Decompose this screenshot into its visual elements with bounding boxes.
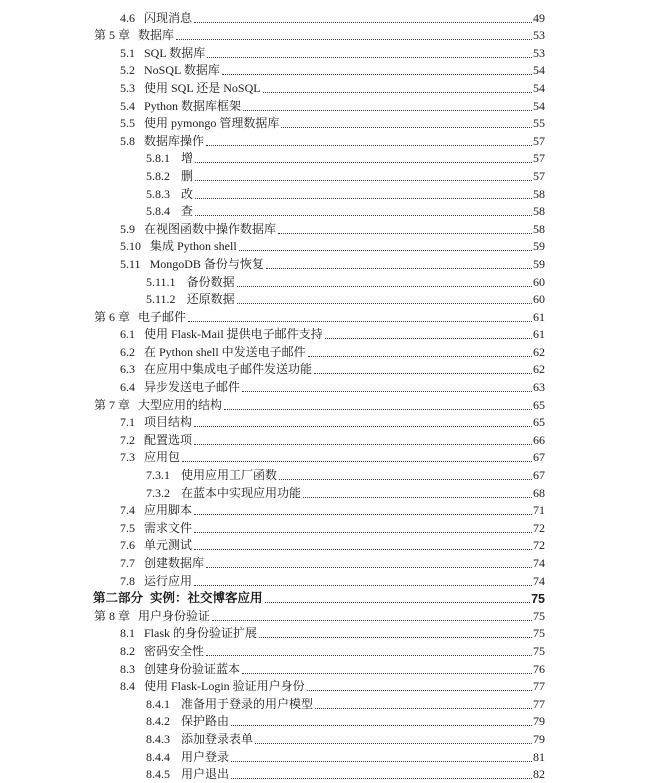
toc-entry-page: 65 [533,415,545,430]
toc-entry-title: 查 [181,204,194,219]
toc-entry [120,624,545,642]
toc-entry-page: 58 [533,221,545,236]
toc-entry [120,448,545,466]
toc-entry-title: 集成 Python shell [150,239,237,254]
toc-entry-page: 62 [533,344,545,359]
toc-entry [146,694,545,712]
toc-entry [120,518,545,536]
toc-leader-dots [308,356,532,357]
toc-entry-title: 项目结构 [144,415,193,430]
toc-entry-page: 49 [533,10,545,25]
toc-entry-title: 数据库操作 [144,133,205,148]
toc-entry-title: 在视图函数中操作数据库 [144,221,277,236]
toc-entry [93,589,545,607]
toc-entry-title: 改 [181,186,194,201]
toc-entry-page: 72 [533,520,545,535]
toc-leader-dots [243,110,532,111]
toc-entry-page: 57 [533,151,545,166]
toc-entry-title: 使用应用工厂函数 [181,468,278,483]
toc-entry-page: 57 [533,168,545,183]
toc-leader-dots [224,409,532,410]
toc-entry-page: 68 [533,485,545,500]
toc-entry [120,430,545,448]
toc-entry-number: 5.2 [120,63,135,78]
toc-entry-page: 81 [533,749,545,764]
toc-leader-dots [194,514,532,515]
toc-leader-dots [281,127,532,128]
toc-entry-number: 8.4.2 [146,714,170,729]
toc-leader-dots [242,673,532,674]
toc-entry [120,641,545,659]
toc-entry-page: 65 [533,397,545,412]
toc-leader-dots [278,233,532,234]
toc-entry [94,395,545,413]
toc-entry-number: 7.3.1 [146,468,170,483]
toc-entry-title: 异步发送电子邮件 [144,380,241,395]
toc-entry-title: 用户身份验证 [138,608,211,623]
toc-entry-number: 5.10 [120,239,141,254]
toc-entry [120,377,545,395]
toc-entry [146,729,545,747]
toc-entry-title: 实例：社交博客应用 [150,591,263,606]
toc-entry-number: 5.3 [120,80,135,95]
toc-entry-page: 54 [533,63,545,78]
toc-entry-page: 75 [533,643,545,658]
toc-entry-page: 72 [533,538,545,553]
toc-entry-page: 57 [533,133,545,148]
toc-entry-title: 添加登录表单 [181,731,254,746]
toc-leader-dots [255,743,532,744]
toc-leader-dots [266,268,532,269]
toc-entry-page: 75 [533,626,545,641]
toc-entry-title: 电子邮件 [138,309,187,324]
toc-entry-title: 闪现消息 [144,10,193,25]
toc-entry [120,501,545,519]
toc-entry-number: 5.11.2 [146,292,176,307]
toc-entry-title: MongoDB 备份与恢复 [149,256,264,271]
toc-entry-title: 创建身份验证蓝本 [144,661,241,676]
toc-leader-dots [195,215,532,216]
toc-entry-number: 6.2 [120,344,135,359]
toc-entry [146,765,545,783]
toc-entry-number: 8.1 [120,626,135,641]
toc-entry-page: 60 [533,274,545,289]
toc-entry [120,413,545,431]
toc-entry-page: 58 [533,204,545,219]
toc-leader-dots [265,602,531,603]
toc-entry-title: 使用 pymongo 管理数据库 [144,116,280,131]
toc-entry-number: 第 8 章 [94,608,131,623]
toc-entry [146,202,545,220]
toc-entry [120,219,545,237]
toc-entry-number: 5.8.2 [146,168,170,183]
toc-entry-number: 7.3 [120,450,135,465]
toc-entry-title: 使用 SQL 还是 NoSQL [144,80,261,95]
toc-entry-number: 5.9 [120,221,135,236]
toc-entry-title: 准备用于登录的用户模型 [181,696,314,711]
toc-entry-page: 77 [533,679,545,694]
toc-entry-page: 76 [533,661,545,676]
toc-entry [146,272,545,290]
toc-entry-title: 在 Python shell 中发送电子邮件 [144,344,306,359]
toc-entry [120,43,545,61]
toc-entry-page: 58 [533,186,545,201]
toc-leader-dots [182,461,532,462]
toc-leader-dots [237,303,532,304]
toc-leader-dots [176,39,532,40]
toc-entry [120,96,545,114]
toc-entry-page: 61 [533,327,545,342]
toc-entry-number: 6.4 [120,380,135,395]
toc-leader-dots [195,198,532,199]
toc-entry [120,325,545,343]
toc-entry [120,254,545,272]
toc-entry-title: 单元测试 [144,538,193,553]
toc-entry-number: 8.4.4 [146,749,170,764]
toc-entry-number: 7.6 [120,538,135,553]
toc-entry-title: 用户退出 [181,767,230,782]
toc-entry-number: 7.3.2 [146,485,170,500]
toc-entry-number: 8.4.5 [146,767,170,782]
toc-entry-number: 5.5 [120,116,135,131]
toc-entry-number: 6.3 [120,362,135,377]
toc-entry-page: 59 [533,239,545,254]
toc-entry-title: 创建数据库 [144,556,205,570]
toc-entry-page: 66 [533,432,545,447]
toc-entry [120,78,545,96]
toc-entry [120,553,545,571]
toc-entry-number: 5.8.3 [146,186,170,201]
toc-leader-dots [303,497,532,498]
toc-leader-dots [194,585,532,586]
toc-entry-page: 55 [533,116,545,131]
toc-entry-page: 54 [533,98,545,113]
toc-entry-title: Python 数据库框架 [144,98,242,113]
toc-leader-dots [259,637,532,638]
toc-leader-dots [279,479,532,480]
toc-entry-number: 6.1 [120,327,135,342]
toc-entry [120,61,545,79]
toc-entry [120,360,545,378]
toc-entry-title: 增 [181,151,194,166]
toc-entry-number: 8.2 [120,643,135,658]
toc-entry-page: 67 [533,468,545,483]
toc-leader-dots [207,57,532,58]
toc-entry-page: 79 [533,731,545,746]
toc-entry-title: 在应用中集成电子邮件发送功能 [144,362,313,377]
toc-entry-title: 数据库 [138,28,175,43]
toc-entry-title: 使用 Flask-Login 验证用户身份 [144,679,305,694]
toc-leader-dots [242,391,532,392]
toc-entry-page: 53 [533,45,545,60]
toc-entry-page: 67 [533,450,545,465]
toc-entry [120,8,545,26]
toc-entry [146,290,545,308]
toc-entry-number: 8.4.1 [146,696,170,711]
toc-entry-page: 63 [533,380,545,395]
toc-leader-dots [194,444,532,445]
toc-leader-dots [325,338,532,339]
toc-leader-dots [222,74,532,75]
toc-leader-dots [237,286,532,287]
toc-entry-page: 59 [533,256,545,271]
toc-entry-title: 还原数据 [186,292,235,307]
toc-entry [146,149,545,167]
toc-entry [120,536,545,554]
toc-leader-dots [194,426,532,427]
toc-entry-number: 5.8.1 [146,151,170,166]
toc-leader-dots [231,778,532,779]
toc-entry [146,166,545,184]
toc-entry-page: 77 [533,696,545,711]
toc-entry-number: 7.1 [120,415,135,430]
toc-entry-number: 8.4 [120,679,135,694]
toc-entry [94,26,545,44]
toc-entry [120,677,545,695]
toc-entry-page: 53 [533,28,545,43]
toc-entry-page: 74 [533,573,545,588]
toc-leader-dots [307,690,532,691]
toc-entry-number: 5.8.4 [146,204,170,219]
toc-entry [146,483,545,501]
toc-entry-number: 5.4 [120,98,135,113]
toc-entry-page: 75 [531,592,545,607]
toc-leader-dots [206,655,532,656]
toc-entry-title: 备份数据 [186,274,235,289]
toc-entry [120,114,545,132]
toc-leader-dots [315,708,532,709]
toc-entry [120,342,545,360]
toc-entry-number: 8.3 [120,661,135,676]
toc-entry-number: 第 6 章 [94,309,131,324]
toc-entry [146,184,545,202]
toc-leader-dots [195,180,532,181]
toc-leader-dots [194,532,532,533]
toc-leader-dots [231,725,532,726]
toc-leader-dots [263,92,532,93]
toc-entry-title: Flask 的身份验证扩展 [144,626,258,641]
toc-entry-page: 82 [533,767,545,782]
toc-entry-title: NoSQL 数据库 [144,63,220,78]
toc-entry-title: 应用包 [144,450,181,465]
toc-entry-title: 用户登录 [181,749,230,764]
toc-entry-page: 54 [533,80,545,95]
toc-entry-title: 应用脚本 [144,503,193,518]
toc-entry [120,659,545,677]
toc-entry-title: 保护路由 [181,714,230,729]
toc-entry-number: 第 5 章 [94,28,131,43]
toc-entry-page: 61 [533,309,545,324]
toc-entry-title: 删 [181,168,194,183]
toc-entry-page: 62 [533,362,545,377]
toc-entry-page: 60 [533,292,545,307]
toc-entry [120,571,545,589]
toc-entry-number: 5.8 [120,133,135,148]
toc-entry-number: 5.11 [120,256,141,271]
toc-entry [120,237,545,255]
toc-leader-dots [188,321,532,322]
toc-entry [94,606,545,624]
toc-leader-dots [231,761,532,762]
toc-entry-title: 需求文件 [144,520,193,535]
toc-entry-title: 配置选项 [144,432,193,447]
toc-leader-dots [194,549,532,550]
toc-entry-number: 7.2 [120,432,135,447]
toc-entry-number: 7.7 [120,556,135,570]
toc-entry [146,712,545,730]
toc-entry-number: 7.8 [120,573,135,588]
toc-leader-dots [206,145,532,146]
toc-entry-title: 在蓝本中实现应用功能 [181,485,302,500]
toc-entry-number: 7.5 [120,520,135,535]
toc-entry-title: 密码安全性 [144,643,205,658]
table-of-contents [0,8,660,782]
toc-entry-number: 4.6 [120,10,135,25]
toc-entry-title: 运行应用 [144,573,193,588]
toc-leader-dots [194,22,532,23]
toc-entry-title: 大型应用的结构 [138,397,223,412]
toc-entry-number: 第二部分 [93,591,144,606]
toc-entry-number: 8.4.3 [146,731,170,746]
toc-entry [146,465,545,483]
toc-entry-number: 第 7 章 [94,397,131,412]
toc-leader-dots [239,250,532,251]
toc-entry-page: 79 [533,714,545,729]
toc-entry-number: 5.1 [120,45,135,60]
toc-entry-title: SQL 数据库 [144,45,206,60]
toc-entry-page: 75 [533,608,545,623]
toc-entry-page: 71 [533,503,545,518]
toc-entry [146,747,545,765]
toc-entry-page: 74 [533,556,545,570]
toc-entry [120,131,545,149]
toc-entry [94,307,545,325]
toc-entry-number: 5.11.1 [146,274,176,289]
toc-entry-title: 使用 Flask-Mail 提供电子邮件支持 [144,327,323,342]
toc-leader-dots [206,567,532,568]
toc-leader-dots [195,162,532,163]
toc-leader-dots [212,620,532,621]
toc-entry-number: 7.4 [120,503,135,518]
toc-leader-dots [314,373,532,374]
